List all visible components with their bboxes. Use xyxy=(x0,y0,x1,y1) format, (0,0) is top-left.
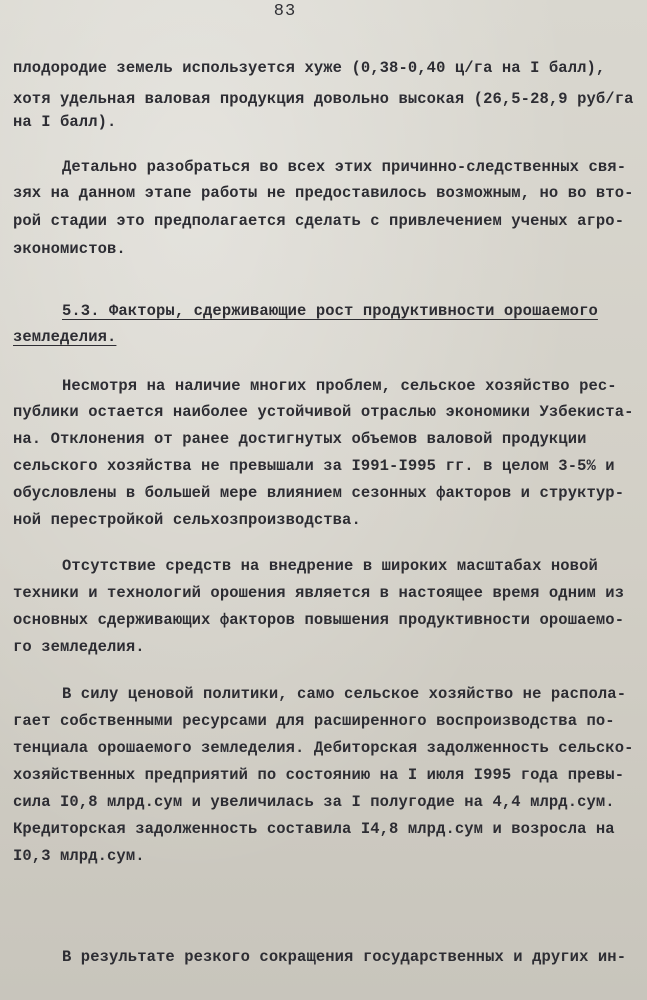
section-heading: земледелия. xyxy=(13,328,117,346)
text-line: на I балл). xyxy=(13,113,117,131)
text-line: Несмотря на наличие многих проблем, сельское хозяйство рес- xyxy=(62,377,617,395)
text-line: I0,3 млрд.сум. xyxy=(13,847,145,865)
text-line: сельского хозяйства не превышали за I991-I995 гг. в целом 3-5% и xyxy=(13,457,615,475)
text-line: Детально разобраться во всех этих причинно-следственных свя- xyxy=(62,158,627,176)
text-line: обусловлены в большей мере влиянием сезонных факторов и структур- xyxy=(13,484,625,502)
text-line: плодородие земель используется хуже (0,38-0,40 ц/га на I балл), xyxy=(13,59,606,77)
text-line: ной перестройкой сельхозпроизводства. xyxy=(13,511,361,529)
text-line: В силу ценовой политики, само сельское хозяйство не распола- xyxy=(62,685,627,703)
text-line: хозяйственных предприятий по состоянию на I июля I995 года превы- xyxy=(13,766,625,784)
text-line: Отсутствие средств на внедрение в широких масштабах новой xyxy=(62,557,598,575)
text-line: зях на данном этапе работы не предоставилось возможным, но во вто- xyxy=(13,184,634,202)
text-line: В результате резкого сокращения государственных и других ин- xyxy=(62,948,627,966)
text-line: хотя удельная валовая продукция довольно высокая (26,5-28,9 руб/га xyxy=(13,90,634,108)
text-line: го земледелия. xyxy=(13,638,145,656)
text-line: техники и технологий орошения является в настоящее время одним из xyxy=(13,584,625,602)
text-line: основных сдерживающих факторов повышения продуктивности орошаемо- xyxy=(13,611,625,629)
text-line: публики остается наиболее устойчивой отраслью экономики Узбекиста- xyxy=(13,403,634,421)
text-line: экономистов. xyxy=(13,240,126,258)
text-line: тенциала орошаемого земледелия. Дебиторская задолженность сельско- xyxy=(13,739,634,757)
text-line: Кредиторская задолженность составила I4,8 млрд.сум и возросла на xyxy=(13,820,615,838)
section-heading: 5.3. Факторы, сдерживающие рост продуктивности орошаемого xyxy=(62,302,598,320)
text-line: на. Отклонения от ранее достигнутых объемов валовой продукции xyxy=(13,430,587,448)
text-line: сила I0,8 млрд.сум и увеличилась за I полугодие на 4,4 млрд.сум. xyxy=(13,793,615,811)
page-number: 83 xyxy=(273,2,297,21)
text-line: рой стадии это предполагается сделать с привлечением ученых агро- xyxy=(13,212,625,230)
text-line: гает собственными ресурсами для расширенного воспроизводства по- xyxy=(13,712,615,730)
